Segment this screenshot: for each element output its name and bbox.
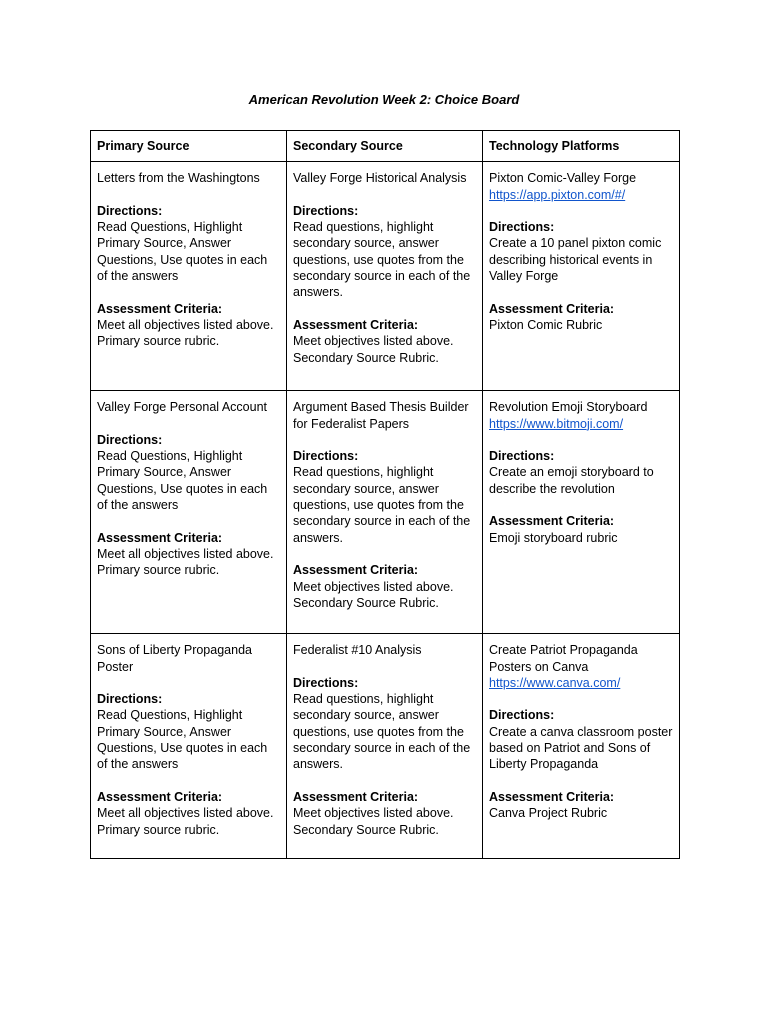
choice-cell (483, 162, 680, 391)
directions-text: Create an emoji storyboard to describe the revolution (489, 465, 654, 496)
directions-label: Directions: (489, 449, 555, 464)
directions-text: Read questions, highlight secondary source, answer questions, use quotes from the secondary source in each of the answers. (293, 220, 471, 300)
assessment-text: Meet all objectives listed above. Primary source rubric. (97, 806, 274, 837)
choice-cell (91, 162, 287, 391)
activity-title: Pixton Comic-Valley Forge (489, 171, 637, 186)
bitmoji-link[interactable]: https://www.bitmoji.com/ (489, 416, 624, 431)
choice-cell (287, 634, 483, 859)
assessment-label: Assessment Criteria: (489, 514, 615, 529)
assessment-text: Meet objectives listed above. Secondary Source Rubric. (293, 579, 454, 610)
choice-cell (91, 391, 287, 634)
table-row (91, 162, 680, 391)
directions-text: Create a 10 panel pixton comic describing historical events in Valley Forge (489, 236, 662, 284)
column-header-secondary-source: Secondary Source (287, 131, 483, 162)
directions-text: Create a canva classroom poster based on Patriot and Sons of Liberty Propaganda (489, 724, 673, 772)
directions-label: Directions: (293, 675, 359, 690)
activity-title: Sons of Liberty Propaganda Poster (97, 643, 252, 674)
directions-label: Directions: (293, 449, 359, 464)
choice-cell (483, 391, 680, 634)
assessment-label: Assessment Criteria: (97, 301, 223, 316)
directions-text: Read Questions, Highlight Primary Source, Answer Questions, Use quotes in each of the answers (97, 708, 268, 772)
directions-label: Directions: (97, 203, 163, 218)
activity-title: Federalist #10 Analysis (293, 643, 422, 658)
canva-link[interactable]: https://www.canva.com/ (489, 675, 621, 690)
activity-title: Revolution Emoji Storyboard (489, 400, 648, 415)
directions-text: Read Questions, Highlight Primary Source, Answer Questions, Use quotes in each of the answers (97, 220, 268, 284)
table-row (91, 634, 680, 859)
pixton-link[interactable]: https://app.pixton.com/#/ (489, 187, 626, 202)
choice-cell (483, 634, 680, 859)
directions-text: Read Questions, Highlight Primary Source, Answer Questions, Use quotes in each of the answers (97, 449, 268, 513)
assessment-label: Assessment Criteria: (293, 317, 419, 332)
assessment-text: Meet all objectives listed above. Primary source rubric. (97, 317, 274, 349)
column-header-technology-platforms: Technology Platforms (483, 131, 680, 162)
assessment-text: Emoji storyboard rubric (489, 530, 618, 545)
choice-board-table (90, 130, 680, 859)
assessment-text: Meet objectives listed above. Secondary Source Rubric. (293, 334, 454, 365)
assessment-label: Assessment Criteria: (97, 789, 223, 804)
assessment-label: Assessment Criteria: (489, 301, 615, 316)
column-header-primary-source: Primary Source (91, 131, 287, 162)
activity-title: Valley Forge Personal Account (97, 400, 268, 415)
choice-cell (287, 391, 483, 634)
directions-label: Directions: (293, 203, 359, 218)
table-row (91, 391, 680, 634)
activity-title: Letters from the Washingtons (97, 171, 260, 186)
directions-text: Read questions, highlight secondary source, answer questions, use quotes from the secondary source in each of the answers. (293, 465, 471, 545)
header-row (91, 131, 680, 162)
directions-text: Read questions, highlight secondary source, answer questions, use quotes from the secondary source in each of the answers. (293, 692, 471, 772)
assessment-text: Canva Project Rubric (489, 806, 608, 821)
assessment-label: Assessment Criteria: (293, 563, 419, 578)
activity-title: Create Patriot Propaganda Posters on Canva (489, 643, 638, 674)
directions-label: Directions: (489, 220, 555, 235)
choice-cell (91, 634, 287, 859)
directions-label: Directions: (97, 692, 163, 707)
assessment-label: Assessment Criteria: (97, 530, 223, 545)
activity-title: Valley Forge Historical Analysis (293, 171, 467, 186)
activity-title: Argument Based Thesis Builder for Federalist Papers (293, 400, 469, 431)
page-title: American Revolution Week 2: Choice Board (248, 92, 520, 107)
directions-label: Directions: (489, 708, 555, 723)
assessment-label: Assessment Criteria: (293, 789, 419, 804)
choice-cell (287, 162, 483, 391)
directions-label: Directions: (97, 432, 163, 447)
assessment-text: Meet all objectives listed above. Primary source rubric. (97, 546, 274, 578)
assessment-text: Meet objectives listed above. Secondary Source Rubric. (293, 806, 454, 837)
assessment-label: Assessment Criteria: (489, 789, 615, 804)
assessment-text: Pixton Comic Rubric (489, 317, 603, 332)
